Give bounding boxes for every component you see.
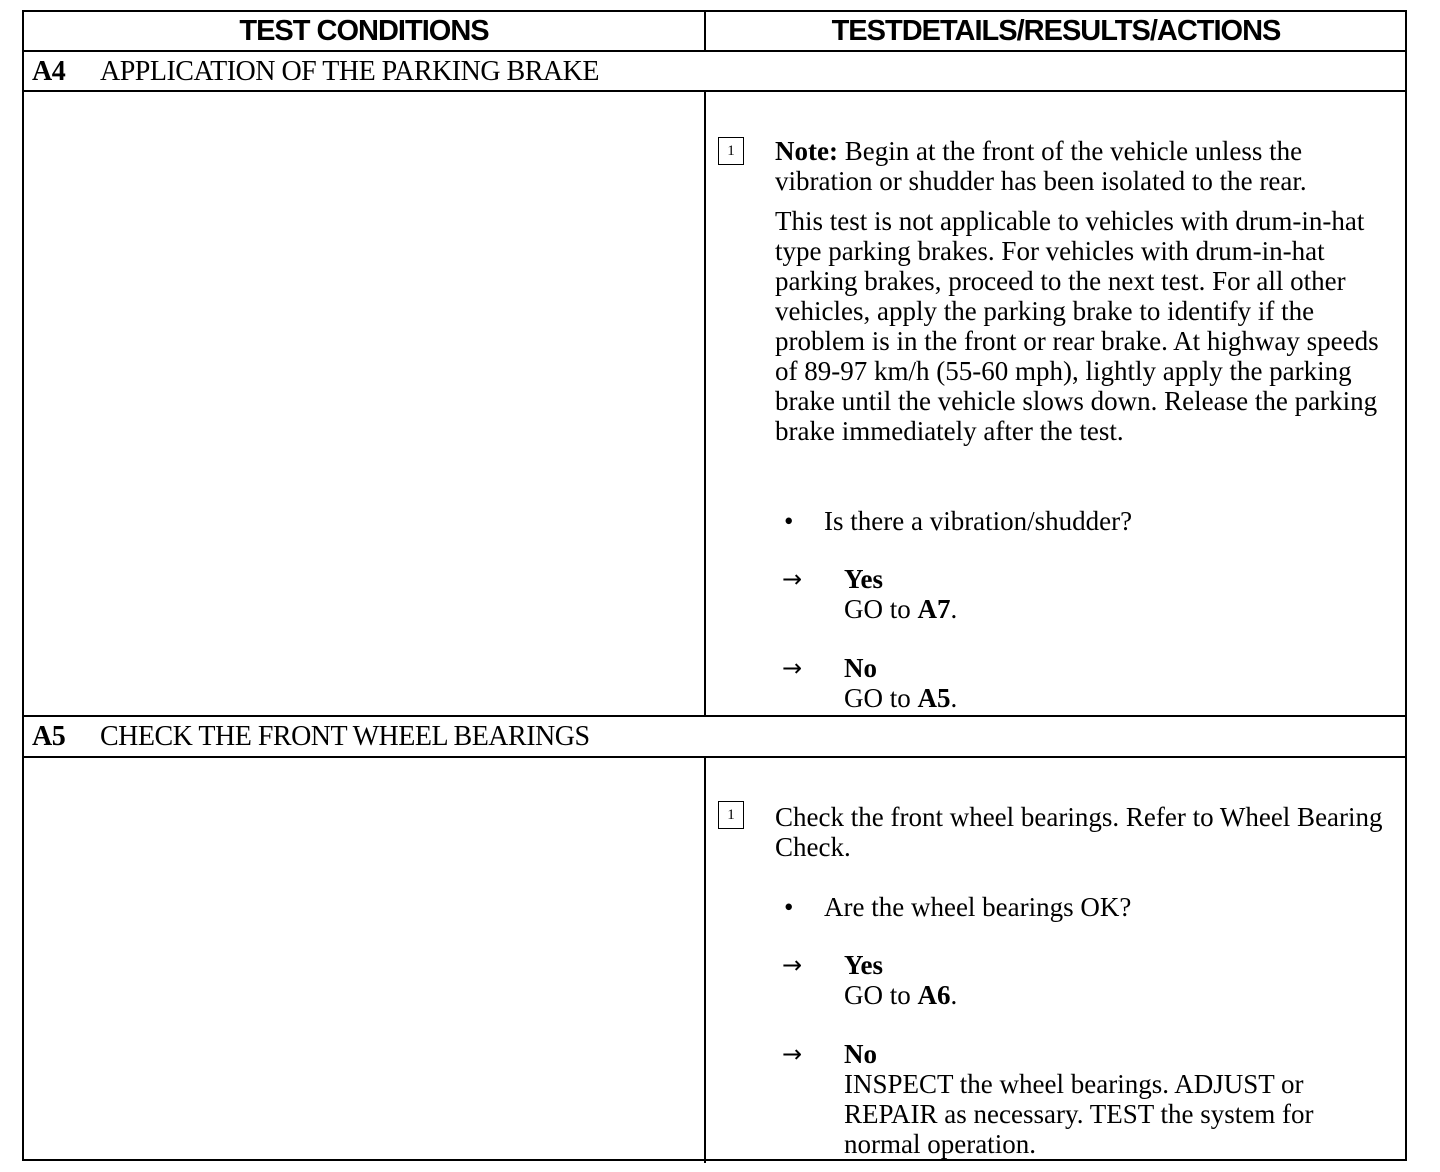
a5-question [784,892,1132,922]
header-test-details: TESTDETAILS/RESULTS/ACTIONS [831,14,1281,47]
section-a5-title [32,721,590,753]
section-a4-heading: APPLICATION OF THE PARKING BRAKE [100,56,599,87]
question-text: Is there a vibration/shudder? [824,506,1133,536]
no-label: No [844,1039,877,1069]
yes-action-prefix: GO to [844,594,918,624]
header-test-conditions: TEST CONDITIONS [239,14,489,47]
section-a4-id: A4 [32,56,66,87]
a5-no-answer [844,1039,1389,1159]
yes-period: . [950,594,958,624]
no-action-text: INSPECT the wheel bearings. ADJUST or REPAIR as necessary. TEST the system for normal operation. [844,1069,1314,1159]
no-label: No [844,653,877,683]
yes-target: A6 [917,980,951,1010]
no-action-prefix: GO to [844,683,918,713]
arrow-right-icon: → [782,565,803,593]
a5-instructions: Check the front wheel bearings. Refer to Wheel Bearing Check. [775,802,1383,862]
section-a5-divider [24,756,1405,758]
note-text: Begin at the front of the vehicle unless the vibration or shudder has been isolated to the rear. [775,136,1307,196]
column-divider [704,12,706,1163]
a4-question [784,506,1133,536]
a4-yes-answer [844,564,957,624]
yes-label: Yes [844,950,883,980]
section-a4-divider [24,90,1405,92]
a5-yes-answer [844,950,957,1010]
a4-no-answer [844,653,957,713]
note-label: Note: [775,136,838,166]
section-a5-id: A5 [32,721,66,752]
arrow-right-icon: → [782,951,803,979]
arrow-right-icon: → [782,1040,803,1068]
question-text: Are the wheel bearings OK? [824,892,1132,922]
diagnostic-table [22,10,1407,1161]
bullet-icon: • [784,892,794,922]
no-target: A5 [917,683,951,713]
yes-period: . [950,980,958,1010]
no-period: . [950,683,958,713]
arrow-right-icon: → [782,654,803,682]
yes-action-prefix: GO to [844,980,918,1010]
bullet-icon: • [784,506,794,536]
step-number-box: 1 [718,137,744,165]
a4-instructions: This test is not applicable to vehicles with drum-in-hat type parking brakes. For vehicles with drum-in-hat parking brakes, proceed to the next test. For all other vehicles, apply the parking brake to identify if the problem is in the front or rear brake. At highway speeds of 89-97 km/h (55-60 mph), lightly apply the parking brake until the vehicle slows down. Release the parking brake immediately after the test. [775,206,1379,446]
section-a5-heading: CHECK THE FRONT WHEEL BEARINGS [100,721,590,752]
step-number-box: 1 [718,801,744,829]
section-a4-title [32,56,599,88]
yes-target: A7 [917,594,951,624]
yes-label: Yes [844,564,883,594]
a4-note [775,136,1395,196]
